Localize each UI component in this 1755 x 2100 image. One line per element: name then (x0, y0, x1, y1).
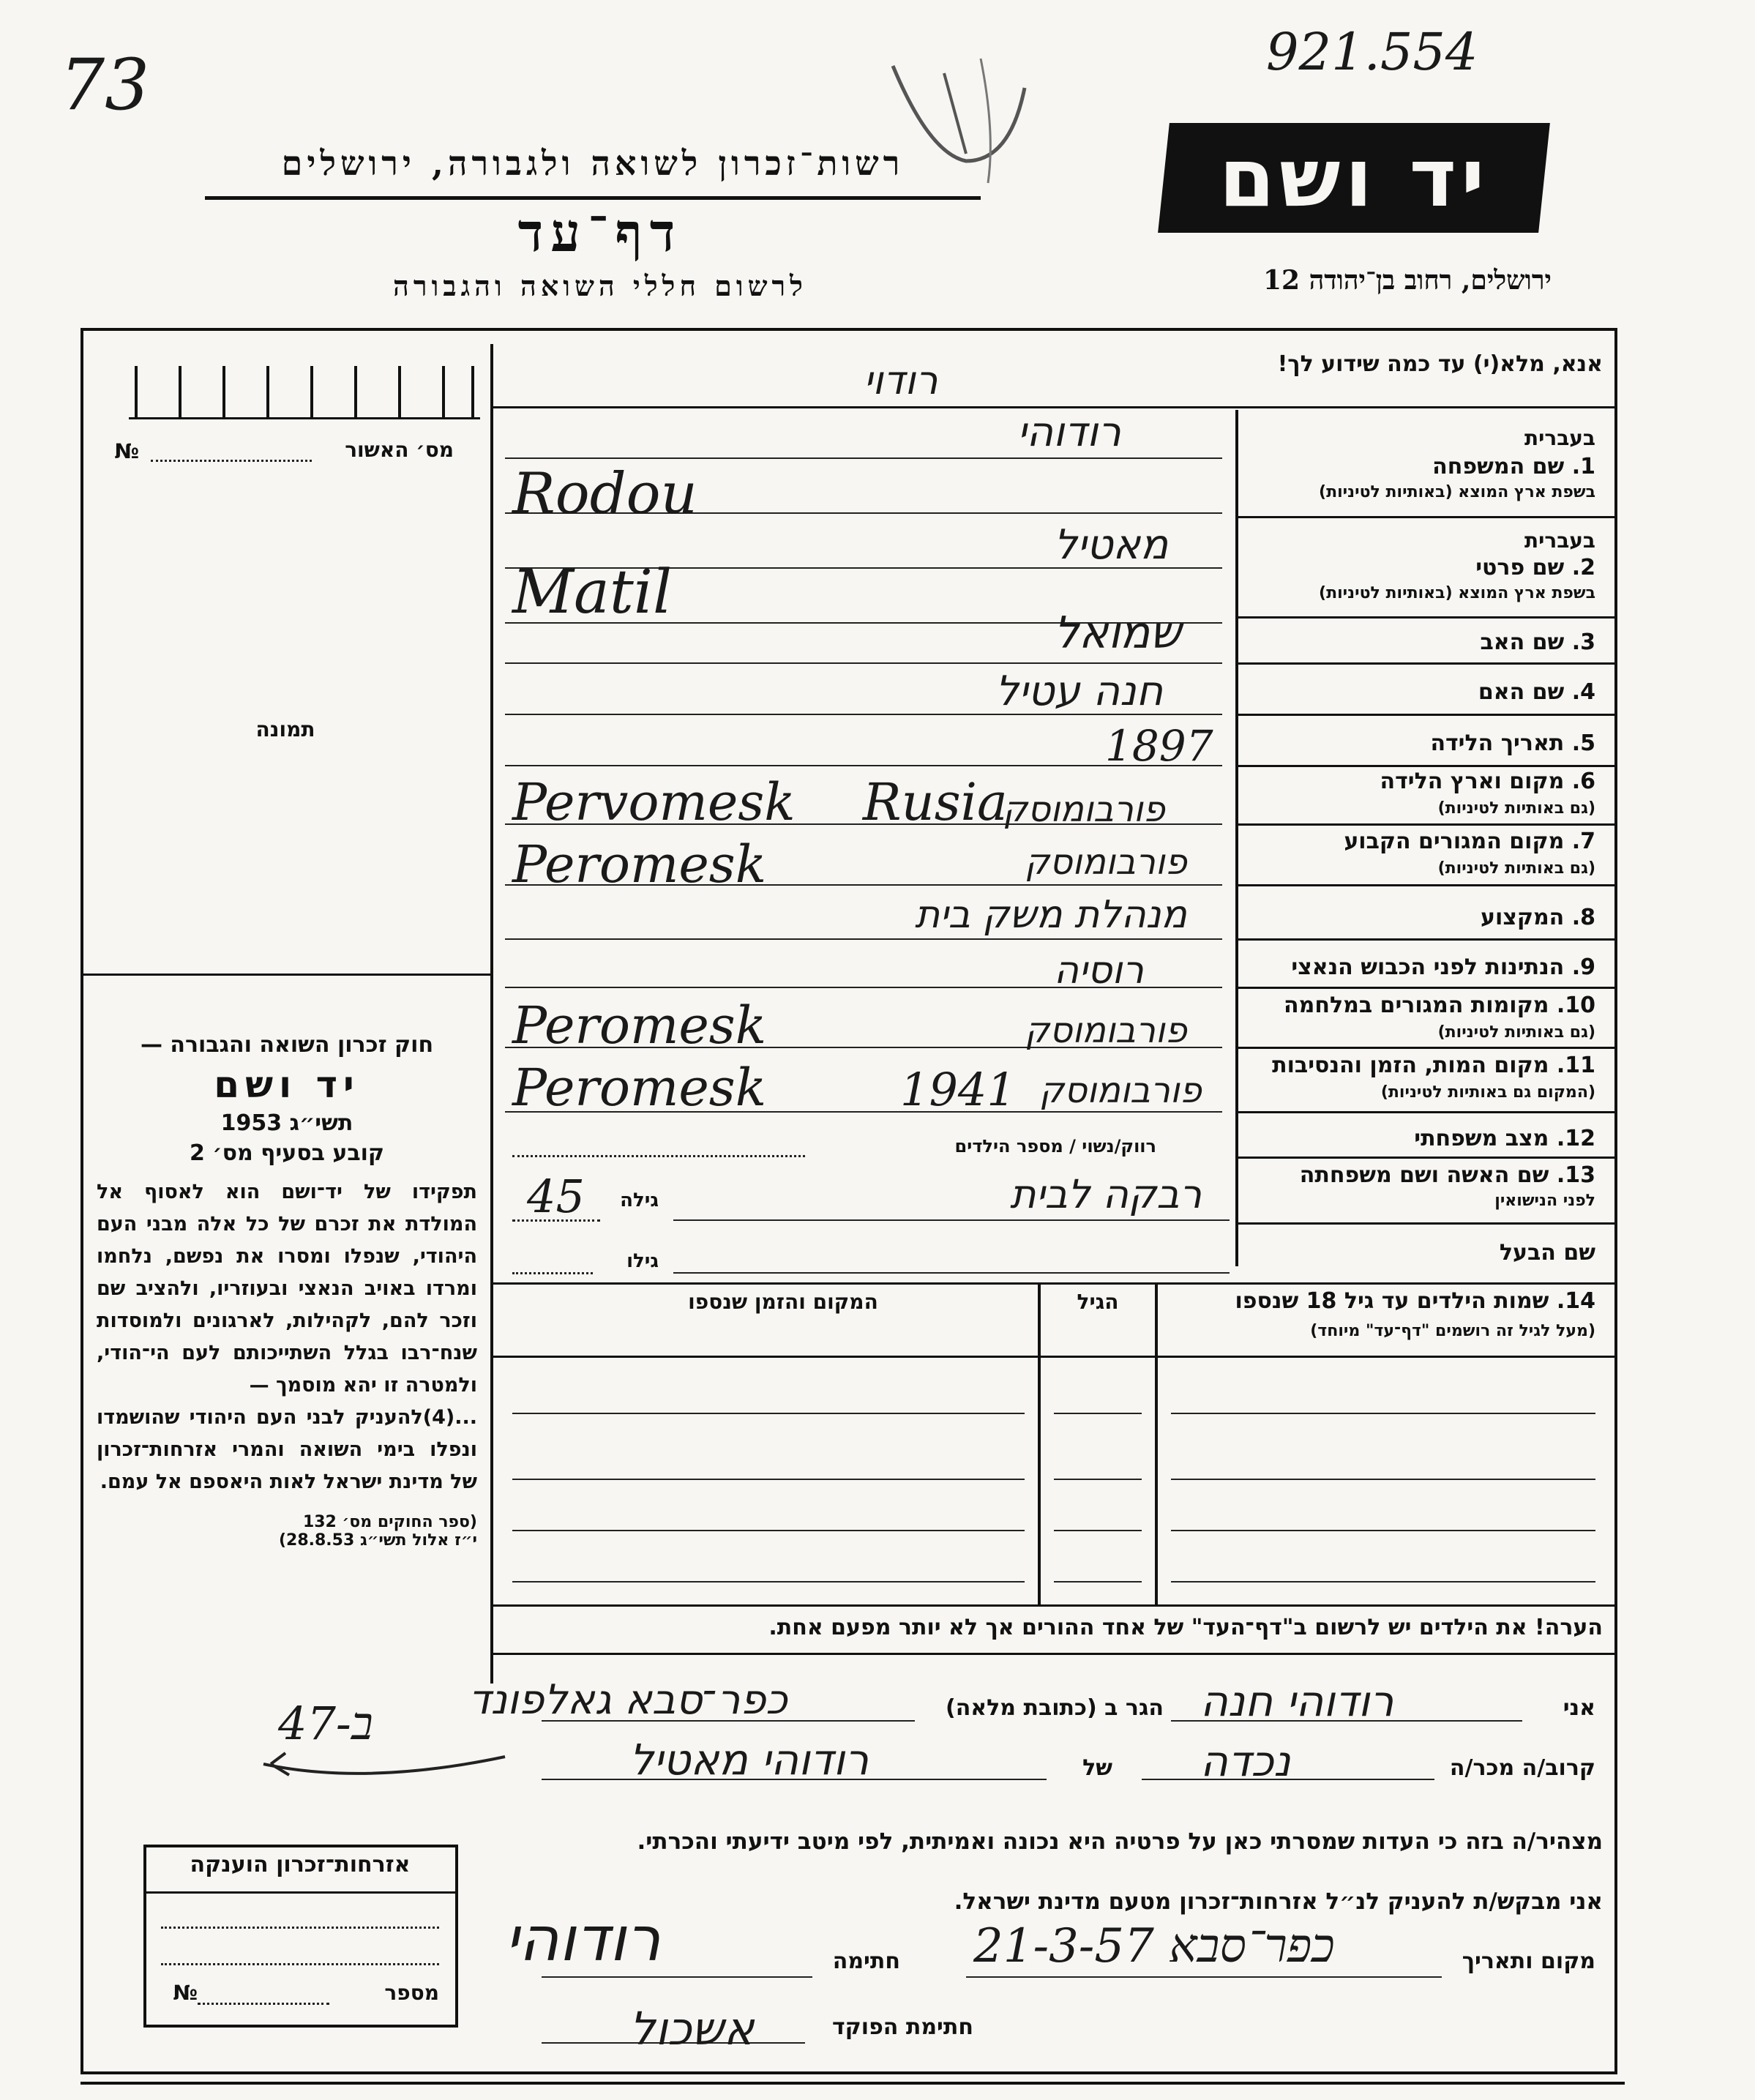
row-rule-4 (1238, 714, 1617, 716)
photo-area-rule (83, 974, 490, 976)
f11-value-year: 1941 (900, 1063, 1016, 1116)
col-age-header: הגיל (1077, 1290, 1119, 1314)
f6-value-heb: פורבומוסק (1003, 789, 1165, 830)
husband-label: שם הבעל (1499, 1240, 1595, 1266)
certificate-line-1 (161, 1927, 439, 1929)
signature-label: חתימה (832, 1948, 900, 1974)
of-label: של (1082, 1755, 1112, 1781)
i-label: אני (1563, 1695, 1595, 1721)
f7-sub: (גם באותיות לטיניות) (1437, 859, 1595, 878)
row-rule-6 (1238, 823, 1617, 826)
signature-line (542, 1976, 812, 1978)
folio-number: 73 (60, 44, 150, 126)
f13-sub: לפני הנישואין (1494, 1192, 1595, 1210)
f13-value: רבקה לבית (1010, 1171, 1202, 1217)
official-sig-label: חתימת הפוקד (832, 2014, 973, 2040)
f12-value-label: רווק/נשוי / מספר הילדים (954, 1136, 1156, 1157)
f11-label: 11. מקום המות, הזמן והנסיבות (1272, 1053, 1595, 1078)
request-text: אני מבקש/ת להעניק לנ״ל אזרחות־זכרון מטעם מדינת ישראל. (954, 1888, 1603, 1915)
value-line-3 (505, 662, 1222, 664)
child-line-3a (512, 1530, 1025, 1531)
child-line-2a (512, 1479, 1025, 1480)
row-rule-1 (1238, 516, 1617, 518)
f11-sub: (המקום גם באותיות לטיניות) (1380, 1083, 1595, 1102)
husband-age-label: גילו (626, 1250, 659, 1272)
f5-label: 5. תאריך הלידה (1430, 730, 1595, 756)
f10-label: 10. מקומות המגורים במלחמה (1284, 993, 1595, 1018)
row-rule-9 (1238, 987, 1617, 989)
f10-sub: (גם באותיות לטיניות) (1437, 1023, 1595, 1042)
f1-sub: בשפת ארץ המוצא (באותיות לטיניות) (1319, 483, 1595, 501)
margin-note: ב-47 (278, 1697, 373, 1750)
authority-underline (205, 196, 981, 200)
f12-label: 12. מצב משפחתי (1414, 1126, 1595, 1151)
row-rule-7 (1238, 884, 1617, 886)
f2-value-heb: מאטיל (1054, 521, 1169, 569)
photo-label: תמונה (255, 717, 315, 741)
form-subtitle: לרשום חללי השואה והגבורה (393, 269, 807, 302)
child-line-1a (512, 1413, 1025, 1414)
frame-bottom-double (81, 2082, 1625, 2085)
children-subtitle: (מעל לגיל זה רושמים "דף־עד" מיוחד) (1310, 1322, 1595, 1340)
f6-value-lat: Pervomesk Rusia (512, 772, 1008, 832)
child-line-2c (1171, 1479, 1595, 1480)
f1-top-value: רודוי (864, 357, 938, 403)
child-line-4b (1054, 1581, 1142, 1583)
resides-value: כפר־סבא גאלפונד (468, 1676, 787, 1724)
f13-age-label: גילה (620, 1189, 659, 1211)
f10-value-heb: פורבומוסק (1025, 1010, 1187, 1051)
f5-value: 1897 (1105, 721, 1213, 771)
law-source-1: (ספר החוקים מס׳ 132 (302, 1513, 477, 1531)
f12-dotline (512, 1155, 805, 1157)
child-line-3b (1054, 1530, 1142, 1531)
of-value: רודוהי מאטיל (629, 1735, 869, 1785)
labels-column-divider (1235, 410, 1238, 1266)
child-line-4c (1171, 1581, 1595, 1583)
f4-label: 4. שם האם (1478, 679, 1595, 705)
law-title: חוק זכרון השואה והגבורה — (140, 1032, 434, 1058)
law-source-2: י״ז אלול תשי״ג 28.8.53) (278, 1531, 477, 1550)
table-col-div-2 (1155, 1282, 1158, 1604)
child-line-4a (512, 1581, 1025, 1583)
certificate-title: אזרחות־זכרון הוענקה (190, 1852, 411, 1877)
row-rule-13 (1238, 1222, 1617, 1225)
f4-value: חנה עטיל (995, 668, 1164, 715)
row-rule-11 (1238, 1111, 1617, 1113)
law-text-1: תפקידו של יד־ושם הוא לאסוף אל המולדת את זכרם של כל אלה מבני העם היהודי, שנפלו ומסרו את נפשם, נלחמו ומרדו באויב הנאצי ובעוזריו, ולהציב שם וזכר להם, לקהילות, לארגונים ולמוסדות שנח־רבו בגלל השתייכותם לעם הי־הודי, ולמטרה זו יהא מוסמך — (97, 1181, 477, 1397)
instruction-text: אנא, מלא(י) עד כמה שידוע לך! (1277, 351, 1603, 377)
form-title: דף־עד (517, 201, 683, 264)
child-line-2b (1054, 1479, 1142, 1480)
children-title: 14. שמות הילדים עד גיל 18 שנספו (1235, 1288, 1595, 1314)
law-clause: קובע בסעיף מס׳ 2 (189, 1140, 385, 1166)
f7-label: 7. מקום המגורים הקבוע (1344, 829, 1595, 854)
certificate-number-line (198, 2003, 329, 2005)
resides-label: הגר ב (כתובת מלאה) (945, 1695, 1164, 1721)
f2-sub: בשפת ארץ המוצא (באותיות לטיניות) (1319, 584, 1595, 602)
row-rule-3 (1238, 662, 1617, 665)
i-value: רודוהי חנה (1200, 1676, 1394, 1726)
note-top-rule (493, 1604, 1617, 1607)
child-line-1c (1171, 1413, 1595, 1414)
col-place-header: המקום והזמן שנספו (688, 1290, 878, 1314)
certificate-number-label: מספר (384, 1981, 439, 2005)
child-line-3c (1171, 1530, 1595, 1531)
law-year: תשי״ג 1953 (220, 1110, 353, 1136)
certificate-title-rule (146, 1891, 455, 1894)
place-date-value: כפר־סבא 21-3-57 (973, 1919, 1335, 1973)
f13-label: 13. שם האשה ושם משפחתה (1299, 1162, 1595, 1188)
left-column-divider (490, 344, 493, 1684)
authority-line: רשות־זכרון לשואה ולגבורה, ירושלים (281, 143, 905, 183)
approval-label: מס׳ האשור (345, 438, 454, 462)
f8-value: מנהלת משק בית (915, 893, 1187, 937)
certificate-no-mark: № (173, 1981, 198, 2005)
f9-value: רוסיה (1054, 949, 1144, 993)
f8-label: 8. המקצוע (1481, 905, 1595, 930)
value-line-1a (505, 457, 1222, 459)
value-line-8 (505, 938, 1222, 940)
f7-value-heb: פורבומוסק (1025, 842, 1187, 883)
f2-label: 2. שם פרטי (1475, 555, 1595, 580)
note-text: הערה! את הילדים יש לרשום ב"דף־העד" של אחד ההורים אך לא יותר מפעם אחת. (768, 1615, 1603, 1640)
f13-age-value: 45 (527, 1170, 585, 1223)
approval-line (151, 460, 312, 462)
relative-value: נכדה (1200, 1736, 1291, 1786)
place-date-line (966, 1976, 1442, 1978)
f2-value-lat: Matil (512, 558, 673, 627)
law-name: יד ושם (214, 1064, 360, 1106)
address: ירושלים, רחוב בן־יהודה 12 (1262, 265, 1552, 296)
f3-label: 3. שם האב (1480, 629, 1595, 655)
husband-row-rule (493, 1282, 1617, 1285)
certificate-line-2 (161, 1963, 439, 1965)
law-section (97, 1032, 477, 1550)
f6-sub: (גם באותיות לטיניות) (1437, 799, 1595, 818)
f7-value-lat: Peromesk (512, 834, 767, 894)
margin-arrow (256, 1742, 520, 1793)
f11-value-lat: Peromesk (512, 1058, 767, 1118)
f9-label: 9. הנתינות לפני הכבוש הנאצי (1291, 954, 1595, 980)
f13-age-line (512, 1219, 600, 1222)
row-rule-2 (1238, 616, 1617, 619)
declare-text: מצהיר/ה בזה כי העדות שמסרתי כאן על פרטיה היא נכונה ואמיתית, לפי מיטב ידיעתי והכרתי. (637, 1828, 1603, 1855)
row-rule-12 (1238, 1157, 1617, 1159)
row-rule-5 (1238, 765, 1617, 767)
f1-heb-label: בעברית (1524, 426, 1595, 450)
no-mark: № (114, 439, 139, 463)
law-text-2: ...(4)להעניק לבני העם היהודי שהושמדו ונפלו בימי השואה והמרי אזרחות־זכרון של מדינת ישראל לאות היאספם אל עמם. (97, 1406, 477, 1493)
f3-value: שמואל (1054, 608, 1181, 659)
note-bottom-rule (493, 1653, 1617, 1655)
file-number: 921.554 (1266, 22, 1478, 82)
f10-value-lat: Peromesk (512, 995, 767, 1055)
relative-label: קרוב/ה מכר/ה (1449, 1755, 1595, 1781)
approval-boxes (129, 366, 480, 419)
official-sig-value: אשכול (629, 2002, 755, 2055)
place-date-label: מקום ותאריך (1462, 1948, 1595, 1974)
f13-value-line (673, 1219, 1230, 1221)
signature-value: רודוהי (505, 1903, 661, 1975)
logo-text: יד ושם (1219, 131, 1489, 225)
f11-value-heb: פורבומוסק (1039, 1070, 1202, 1111)
f1-value-heb: רודוהי (1017, 408, 1121, 456)
f1-value-lat: Rodou (512, 461, 697, 527)
f1-label: 1. שם המשפחה (1432, 454, 1595, 479)
husband-value-line (673, 1272, 1230, 1274)
child-line-1b (1054, 1413, 1142, 1414)
f2-heb-label: בעברית (1524, 528, 1595, 553)
f6-label: 6. מקום וארץ הלידה (1380, 769, 1595, 794)
table-header-rule (493, 1356, 1617, 1358)
husband-age-line (512, 1272, 593, 1274)
row-rule-10 (1238, 1047, 1617, 1049)
row-rule-8 (1238, 938, 1617, 941)
table-col-div-1 (1038, 1282, 1041, 1604)
